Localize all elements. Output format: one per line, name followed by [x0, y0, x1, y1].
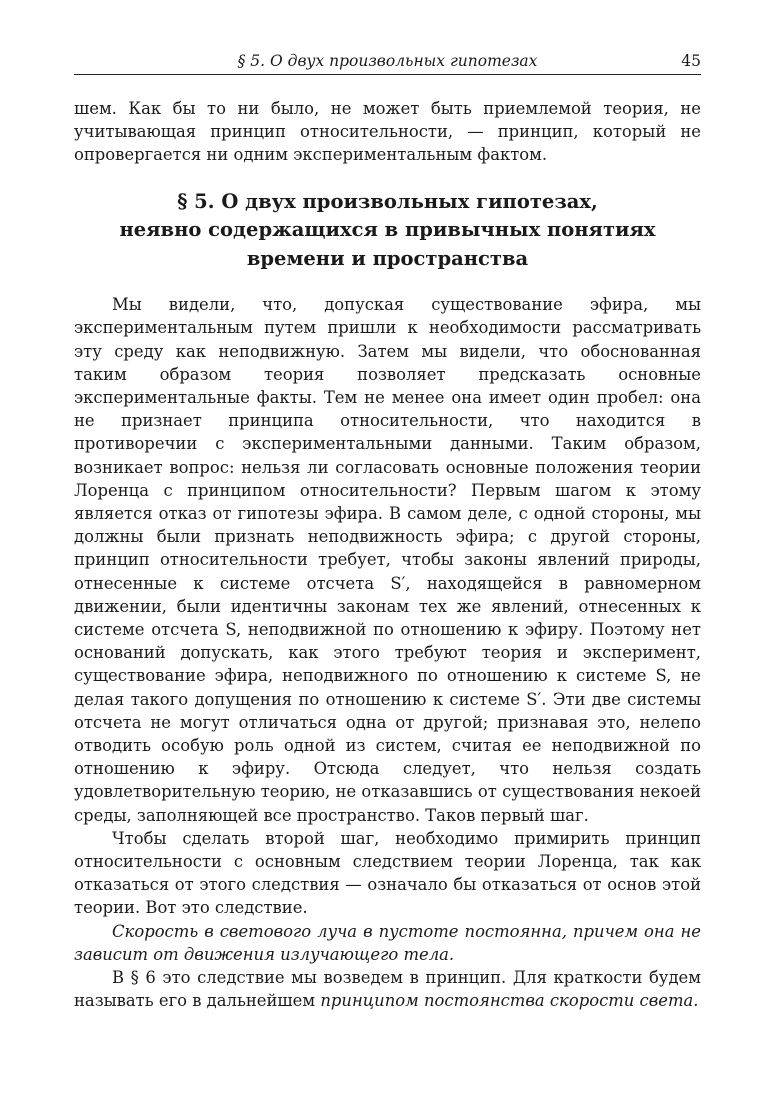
section-heading-line: неявно содержащихся в привычных понятиях: [119, 218, 656, 242]
section-heading: [74, 188, 701, 274]
lead-paragraph: шем. Как бы то ни было, не может быть приемлемой теория, не учитывающая принцип относительности, — принцип, который не опровергается ни одним экспериментальным фактом.: [74, 99, 701, 165]
italic-statement: Скорость в световогo луча в пустоте постоянна, причем она не зависит от движения излучающего тела.: [74, 921, 701, 964]
paragraph: Чтобы сделать второй шаг, необходимо примирить принцип относительности с основным следствием теории Лоренца, так как отказаться от этого следствия — означало бы отказаться от основ этой теории. Вот это следствие.: [74, 828, 701, 918]
page: [74, 48, 701, 1012]
running-head-title: § 5. О двух произвольных гипотезах: [237, 52, 538, 70]
emphasized-term: принципом постоянства скорости света.: [320, 991, 699, 1011]
paragraph: [74, 966, 701, 1012]
page-number: 45: [681, 52, 701, 70]
paragraph: Мы видели, что, допуская существование эфира, мы экспериментальным путем пришли к необходимости рассматривать эту среду как неподвижную. Затем мы видели, что обоснованная таким образом теория позволяет предсказать основные экспериментальные факты. Тем не менее она имеет один пробел: она не признает принципа относительности, что находится в противоречии с экспериментальными данными. Таким образом, возникает вопрос: нельзя ли согласовать основные положения теории Лоренца с принципом относительности? Первым шагом к этому является отказ от гипотезы эфира. В самом деле, с одной стороны, мы должны были признать неподвижность эфира; с другой стороны, принцип относительности требует, чтобы законы явлений природы, отнесенные к системе отсчета S′, находящейся в равномерном движении, были идентичны законам тех же явлений, отнесенных к системе отсчета S, неподвижной по отношению к эфиру. Поэтому нет оснований допускать, как этого требуют теория и эксперимент, существование эфира, неподвижного по отношению к системе S, не делая такого допущения по отношению к системе S′. Эти две системы отсчета не могут отличаться одна от другой; признавая это, нелепо отводить особую роль одной из систем, считая ее неподвижной по отношению к эфиру. Отсюда следует, что нельзя создать удовлетворительную теорию, не отказавшись от существования некоей среды, заполняющей все пространство. Таков первый шаг.: [74, 295, 701, 825]
paragraph-text: В § 6 это следствие мы возведем в принцип. Для краткости будем называть его в дальнейшем: [74, 968, 701, 1011]
body-text: [74, 97, 701, 1012]
running-head: [74, 48, 701, 75]
section-heading-line: времени и пространства: [246, 246, 529, 270]
section-heading-line: § 5. О двух произвольных гипотезах,: [177, 189, 598, 213]
